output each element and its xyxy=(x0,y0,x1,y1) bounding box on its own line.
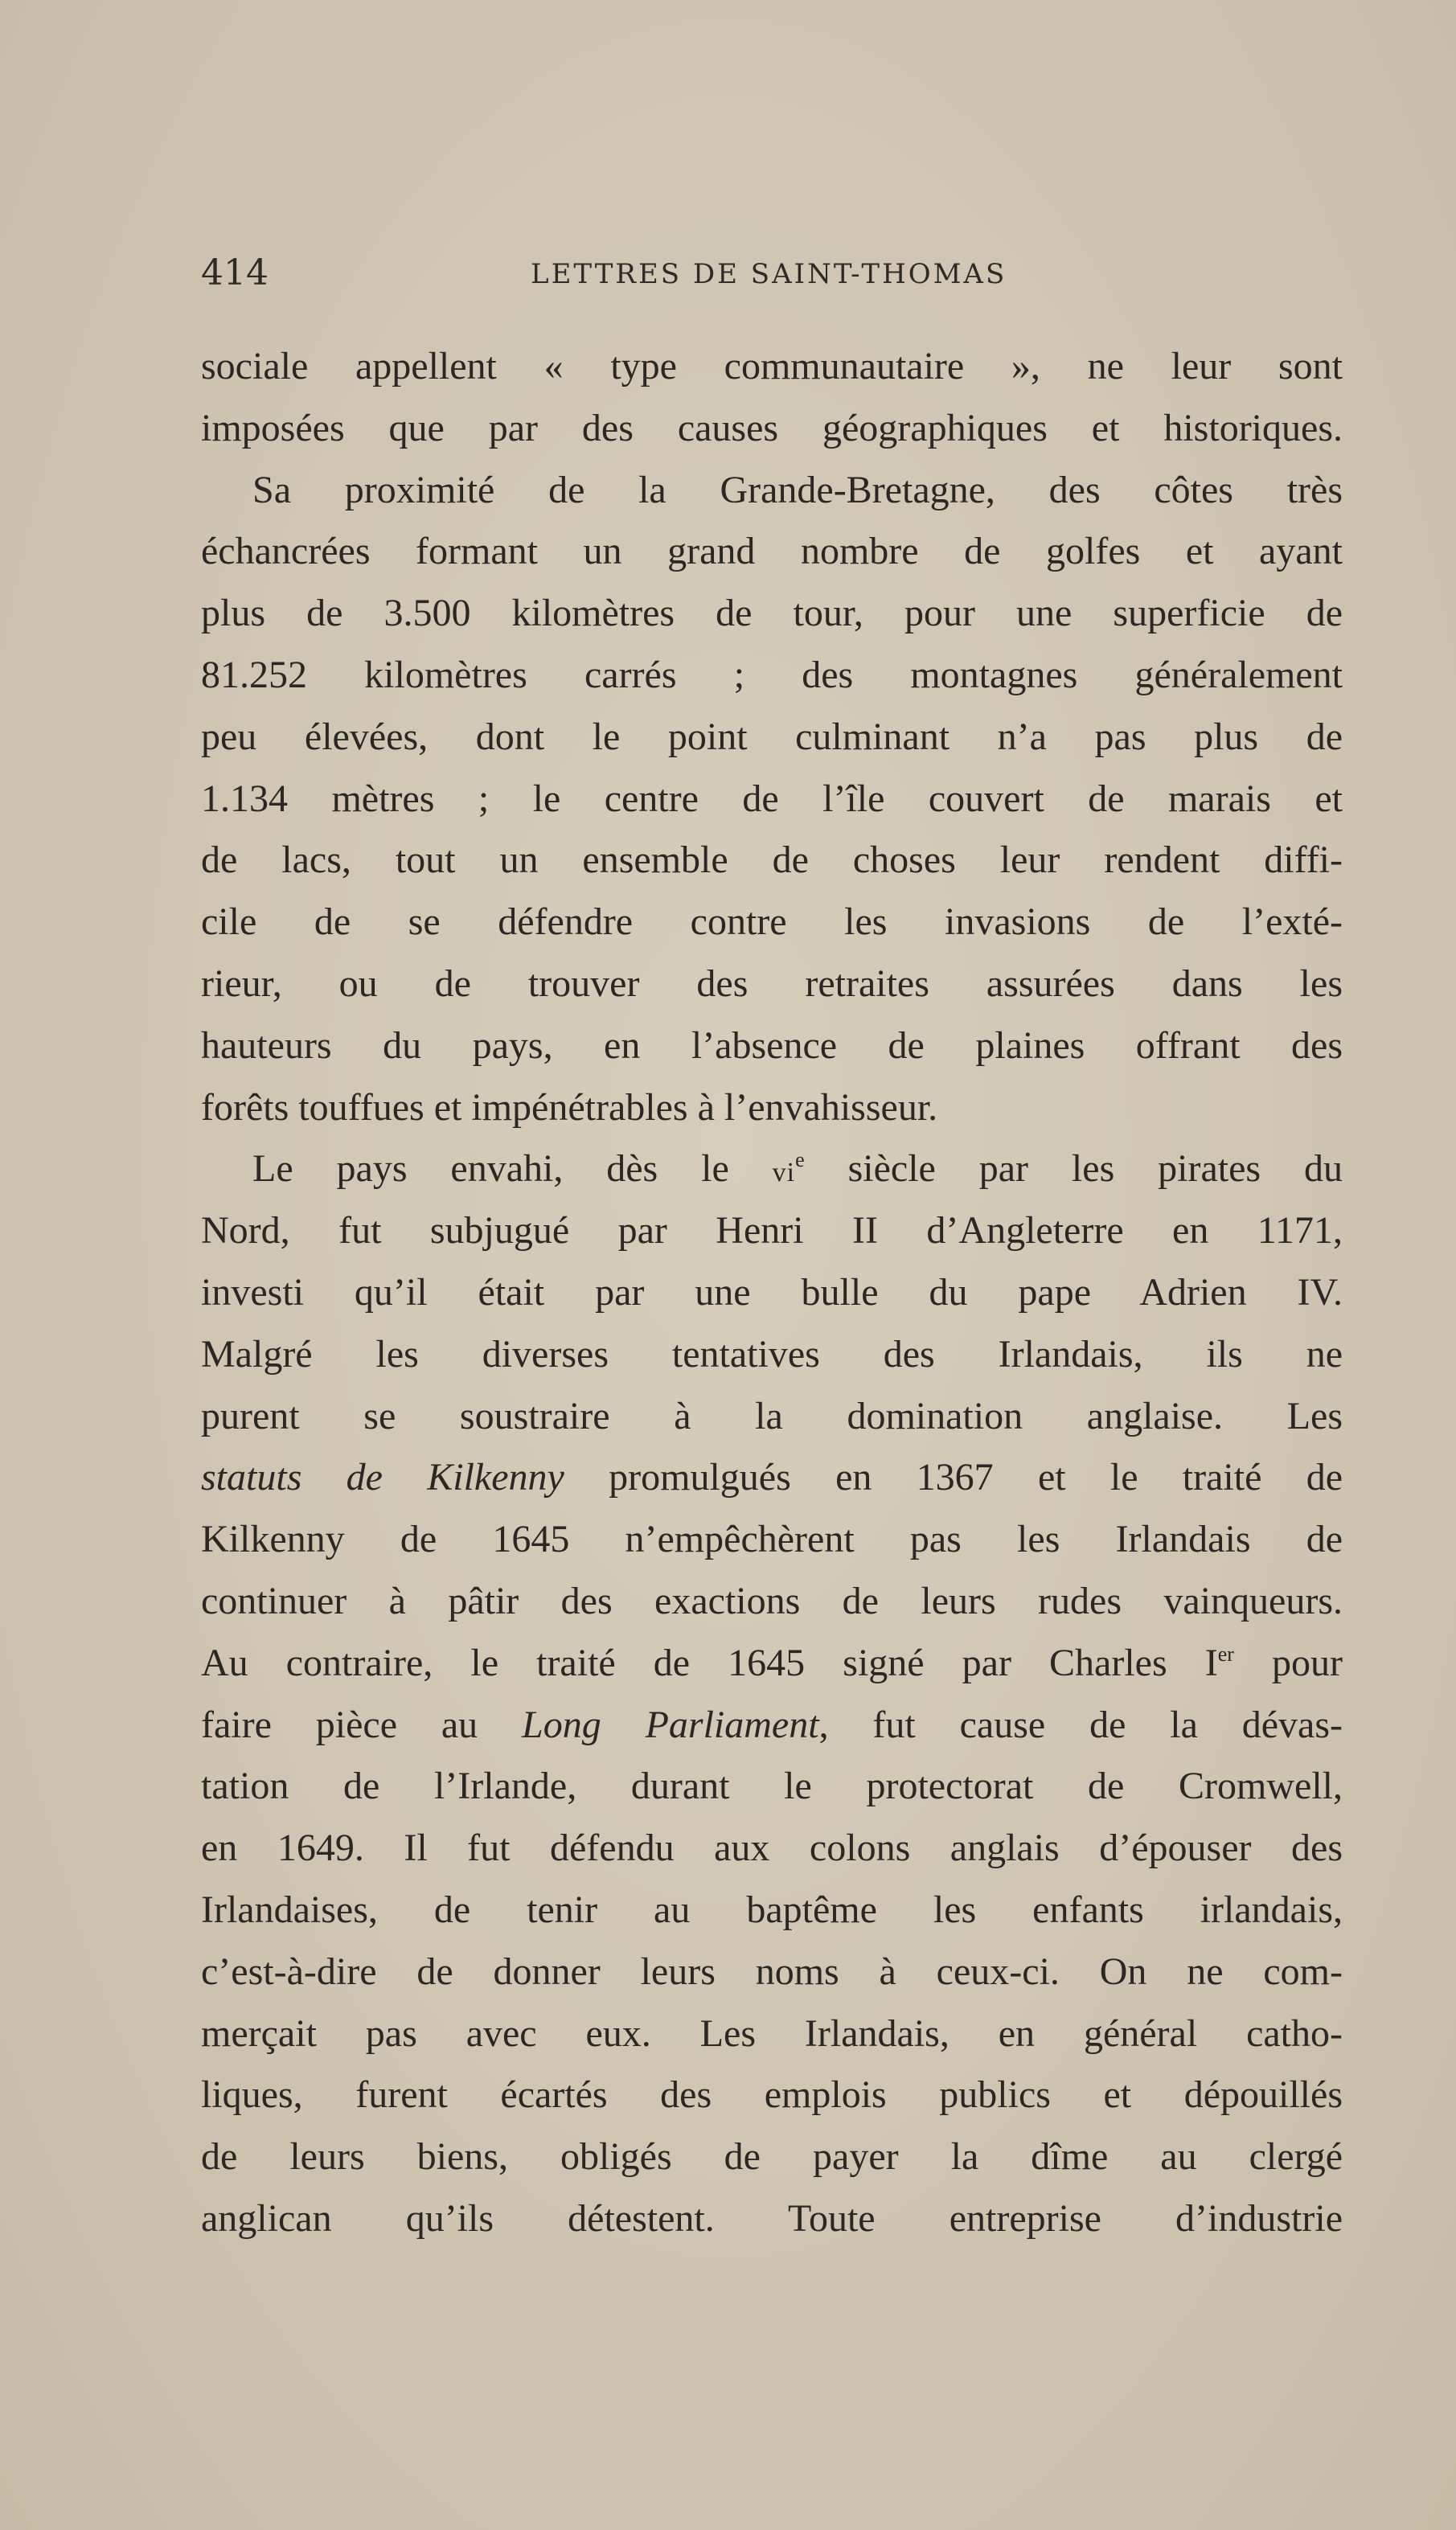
text-line: merçait pas avec eux. Les Irlandais, en général catho- xyxy=(201,2011,1343,2055)
text-line xyxy=(201,1695,1343,1757)
text-line: rieur, ou de trouver des retraites assurées dans les xyxy=(201,962,1343,1005)
text-line xyxy=(201,1447,1343,1509)
text-line: Malgré les diverses tentatives des Irlandais, ils ne xyxy=(201,1332,1343,1376)
century-numeral: vi xyxy=(772,1158,796,1188)
text-run: , fut cause de la dévas- xyxy=(818,1703,1343,1746)
running-title: LETTRES DE SAINT-THOMAS xyxy=(531,258,1007,290)
text-line: cile de se défendre contre les invasions de l’exté- xyxy=(201,900,1343,944)
text-run: promulgués en 1367 et le traité de xyxy=(564,1456,1343,1499)
page-header xyxy=(201,249,1343,297)
italic-title: statuts de Kilkenny xyxy=(201,1456,564,1499)
text-line: investi qu’il était par une bulle du pape Adrien IV. xyxy=(201,1270,1343,1314)
text-run: Le pays envahi, dès le xyxy=(252,1147,773,1191)
text-line: hauteurs du pays, en l’absence de plaines offrant des xyxy=(201,1023,1343,1067)
text-line: plus de 3.500 kilomètres de tour, pour une superficie de xyxy=(201,592,1343,635)
text-line: forêts touffues et impénétrables à l’envahisseur. xyxy=(201,1085,938,1129)
page-number: 414 xyxy=(201,252,269,293)
text-line xyxy=(201,1138,1343,1200)
text-line: de lacs, tout un ensemble de choses leur rendent diffi- xyxy=(201,839,1343,882)
text-line: 81.252 kilomètres carrés ; des montagnes généralement xyxy=(201,653,1343,696)
text-line: tation de l’Irlande, durant le protectorat de Cromwell, xyxy=(201,1765,1343,1808)
text-line: Sa proximité de la Grande-Bretagne, des côtes très xyxy=(252,468,1343,511)
text-run: pour xyxy=(1233,1641,1343,1684)
text-line: de leurs biens, obligés de payer la dîme au clergé xyxy=(201,2135,1343,2179)
text-run: faire pièce au xyxy=(201,1703,523,1746)
text-line: 1.134 mètres ; le centre de l’île couvert de marais et xyxy=(201,777,1343,820)
text-line: continuer à pâtir des exactions de leurs rudes vainqueurs. xyxy=(201,1579,1343,1622)
text-line: échancrées formant un grand nombre de golfes et ayant xyxy=(201,530,1343,573)
text-line: sociale appellent « type communautaire », ne leur sont xyxy=(201,345,1343,387)
text-line: Nord, fut subjugué par Henri II d’Angleterre en 1171, xyxy=(201,1209,1343,1253)
text-line: liques, furent écartés des emplois publics et dépouillés xyxy=(201,2073,1343,2117)
paragraph-2 xyxy=(201,1138,1343,2249)
text-line: anglican qu’ils détestent. Toute entreprise d’industrie xyxy=(201,2196,1343,2240)
text-line: imposées que par des causes géographiques et historiques. xyxy=(201,406,1343,449)
text-line: Kilkenny de 1645 n’empêchèrent pas les Irlandais de xyxy=(201,1518,1343,1561)
italic-title: Long Parliament xyxy=(522,1703,819,1746)
paragraph-1 xyxy=(201,336,1343,1138)
text-line: en 1649. Il fut défendu aux colons anglais d’épouser des xyxy=(201,1827,1343,1870)
superscript: e xyxy=(795,1148,805,1172)
text-line: c’est-à-dire de donner leurs noms à ceux-ci. On ne com- xyxy=(201,1950,1343,1993)
text-line xyxy=(201,1633,1343,1695)
text-run: Au contraire, le traité de 1645 signé par Charles I xyxy=(201,1641,1218,1684)
text-line: purent se soustraire à la domination anglaise. Les xyxy=(201,1394,1343,1437)
text-line: Irlandaises, de tenir au baptême les enfants irlandais, xyxy=(201,1888,1343,1931)
text-run: siècle par les pirates du xyxy=(804,1147,1343,1191)
body-text xyxy=(201,336,1343,2250)
text-line: peu élevées, dont le point culminant n’a pas plus de xyxy=(201,715,1343,758)
superscript: er xyxy=(1217,1642,1234,1666)
